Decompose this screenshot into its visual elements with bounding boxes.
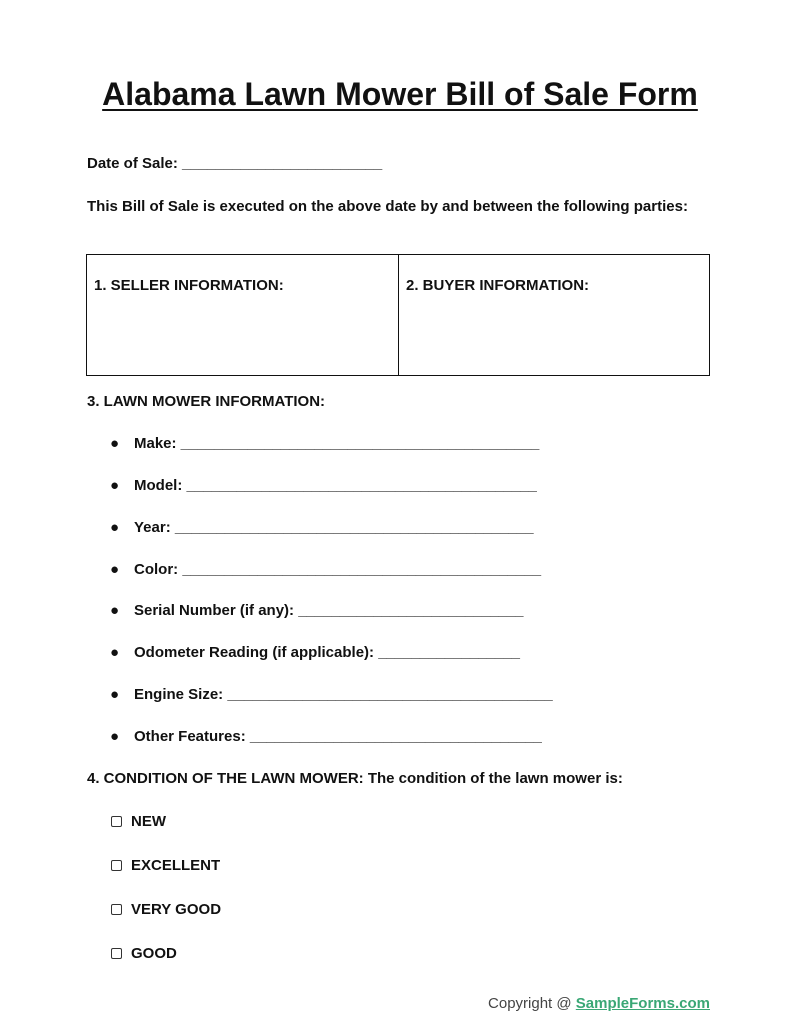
mower-info-heading: 3. LAWN MOWER INFORMATION:: [87, 393, 326, 410]
condition-heading: 4. CONDITION OF THE LAWN MOWER: The condition of the lawn mower is:: [87, 770, 623, 787]
make-item: [110, 435, 539, 452]
condition-option-new[interactable]: [111, 813, 166, 830]
bullet: ●: [110, 477, 120, 494]
make-field-label: Make: ___________________________________________: [134, 435, 540, 452]
intro-paragraph: This Bill of Sale is executed on the above date by and between the following parties:: [87, 198, 688, 215]
condition-option-label: EXCELLENT: [131, 857, 221, 874]
condition-option-label: VERY GOOD: [131, 901, 222, 918]
bullet: ●: [110, 686, 120, 703]
brand-link[interactable]: SampleForms.com: [575, 995, 710, 1012]
serial-number-field-label: Serial Number (if any): ___________________________: [134, 602, 524, 619]
date-of-sale-line: Date of Sale: ________________________: [87, 155, 383, 172]
engine-size-field-label: Engine Size: _______________________________________: [134, 686, 553, 703]
color-item: [110, 561, 541, 578]
seller-information-cell: 1. SELLER INFORMATION:: [94, 277, 284, 294]
other-features-field-label: Other Features: ___________________________________: [134, 728, 542, 745]
page-title: Alabama Lawn Mower Bill of Sale Form: [102, 76, 698, 112]
parties-table: [86, 254, 710, 376]
odometer-field-label: Odometer Reading (if applicable): _________________: [134, 644, 521, 661]
serial-number-item: [110, 602, 523, 619]
color-field-label: Color: ___________________________________________: [134, 561, 542, 578]
checkbox-icon[interactable]: [111, 948, 122, 959]
engine-size-item: [110, 686, 553, 703]
bullet: ●: [110, 602, 120, 619]
odometer-item: [110, 644, 520, 661]
condition-option-good[interactable]: [111, 945, 177, 962]
bullet: ●: [110, 519, 120, 536]
checkbox-icon[interactable]: [111, 816, 122, 827]
condition-option-very-good[interactable]: [111, 901, 221, 918]
condition-option-label: NEW: [131, 813, 166, 830]
condition-option-label: GOOD: [131, 945, 177, 962]
buyer-information-cell: 2. BUYER INFORMATION:: [398, 255, 709, 375]
copyright-footer: [488, 995, 710, 1012]
model-field-label: Model: __________________________________________: [134, 477, 537, 494]
year-item: [110, 519, 534, 536]
bullet: ●: [110, 435, 120, 452]
bullet: ●: [110, 728, 120, 745]
condition-option-excellent[interactable]: [111, 857, 220, 874]
checkbox-icon[interactable]: [111, 904, 122, 915]
year-field-label: Year: ___________________________________________: [134, 519, 534, 536]
bullet: ●: [110, 644, 120, 661]
bullet: ●: [110, 561, 120, 578]
other-features-item: [110, 728, 542, 745]
copyright-prefix: Copyright @: [488, 995, 576, 1012]
checkbox-icon[interactable]: [111, 860, 122, 871]
model-item: [110, 477, 537, 494]
